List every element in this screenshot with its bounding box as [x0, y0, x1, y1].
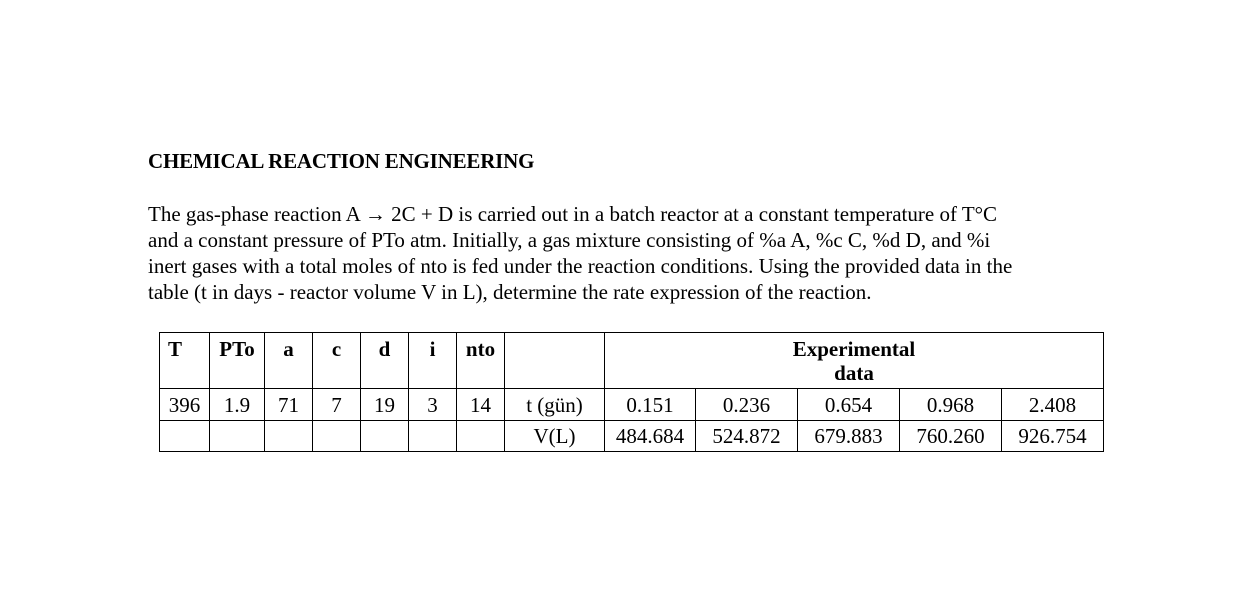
empty-cell	[160, 421, 210, 452]
cell-T-value: 396	[160, 389, 210, 421]
empty-cell	[361, 421, 409, 452]
cell-t-value: 0.151	[605, 389, 696, 421]
paragraph-line: The gas-phase reaction A → 2C + D is carried out in a batch reactor at a constant temperature of T°C	[148, 202, 998, 226]
header-experimental-line1: Experimental	[792, 337, 916, 361]
empty-cell	[210, 421, 265, 452]
cell-d-value: 19	[361, 389, 409, 421]
cell-V-value: 926.754	[1002, 421, 1104, 452]
header-i: i	[409, 333, 457, 389]
header-a: a	[265, 333, 313, 389]
cell-c-value: 7	[313, 389, 361, 421]
row-label-V: V(L)	[505, 421, 605, 452]
paragraph-line: inert gases with a total moles of nto is fed under the reaction conditions. Using the provided data in the	[148, 254, 1013, 278]
cell-t-value: 0.236	[696, 389, 798, 421]
problem-paragraph	[148, 201, 1108, 305]
experimental-data-table	[159, 332, 1104, 452]
cell-V-value: 679.883	[798, 421, 900, 452]
cell-t-value: 0.968	[900, 389, 1002, 421]
empty-cell	[313, 421, 361, 452]
cell-PTo-value: 1.9	[210, 389, 265, 421]
header-T: T	[160, 333, 210, 389]
header-experimental-data	[605, 333, 1104, 389]
cell-t-value: 0.654	[798, 389, 900, 421]
cell-V-value: 524.872	[696, 421, 798, 452]
cell-t-value: 2.408	[1002, 389, 1104, 421]
empty-cell	[409, 421, 457, 452]
table-row-time	[160, 389, 1104, 421]
cell-a-value: 71	[265, 389, 313, 421]
table-header-row	[160, 333, 1104, 389]
header-d: d	[361, 333, 409, 389]
paragraph-line: table (t in days - reactor volume V in L), determine the rate expression of the reaction.	[148, 280, 872, 304]
header-nto: nto	[457, 333, 505, 389]
cell-V-value: 484.684	[605, 421, 696, 452]
table-row-volume	[160, 421, 1104, 452]
cell-V-value: 760.260	[900, 421, 1002, 452]
paragraph-line: and a constant pressure of PTo atm. Initially, a gas mixture consisting of %a A, %c C, %d D, and %i	[148, 228, 991, 252]
row-label-t: t (gün)	[505, 389, 605, 421]
header-experimental-line2: data	[834, 361, 874, 385]
header-c: c	[313, 333, 361, 389]
empty-cell	[457, 421, 505, 452]
empty-cell	[265, 421, 313, 452]
header-PTo: PTo	[210, 333, 265, 389]
document-title: CHEMICAL REACTION ENGINEERING	[148, 149, 535, 173]
header-blank	[505, 333, 605, 389]
cell-nto-value: 14	[457, 389, 505, 421]
cell-i-value: 3	[409, 389, 457, 421]
